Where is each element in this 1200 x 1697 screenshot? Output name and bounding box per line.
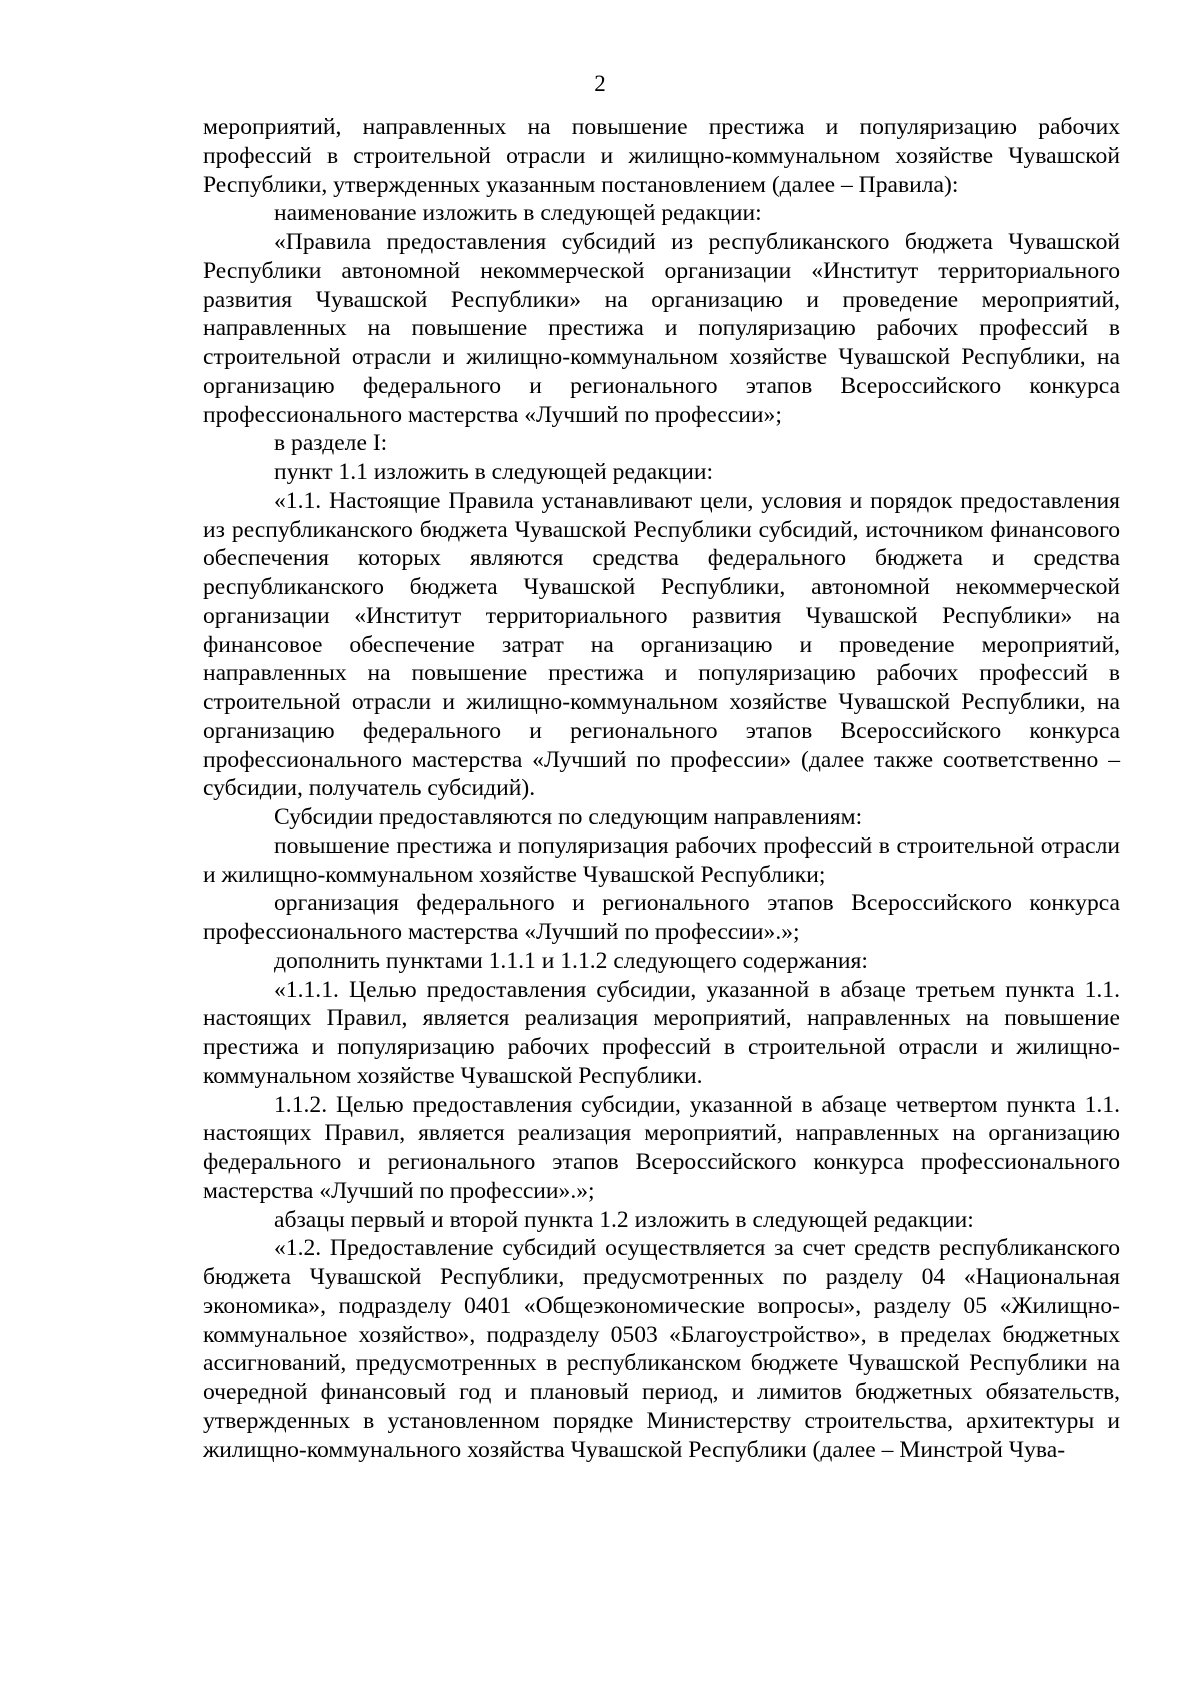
paragraph: дополнить пунктами 1.1.1 и 1.1.2 следующего содержания: (274, 947, 868, 974)
paragraph: пункт 1.1 изложить в следующей редакции: (274, 459, 713, 485)
paragraph: «1.2. Предоставление субсидий осуществляется за счет средств республиканского бюджета Чувашской Республики, предусмотренных по разделу 04 «Национальная экономика», подразделу 0401 «Общеэкономические вопросы», разделу 05 «Жилищно-коммунальное хозяйство», подразделу 0503 «Благоустройство», в пределах бюджетных ассигнований, предусмотренных в республиканском бюджете Чувашской Республики на очередной финансовый год и плановый период, и лимитов бюджетных обязательств, утвержденных в установленном порядке Министерству строительства, архитектуры и жилищно-коммунального хозяйства Чувашской Республики (далее – Минстрой Чува- (203, 1235, 1120, 1463)
paragraph: Субсидии предоставляются по следующим направлениям: (274, 804, 863, 830)
paragraph: наименование изложить в следующей редакции: (274, 200, 762, 227)
paragraph: абзацы первый и второй пункта 1.2 изложить в следующей редакции: (274, 1206, 974, 1233)
paragraph: «1.1.1. Целью предоставления субсидии, указанной в абзаце третьем пункта 1.1. настоящих Правил, является реализация мероприятий, направленных на повышение престижа и популяризацию рабочих профессий в строительной отрасли и жилищно-коммунальном хозяйстве Чувашской Республики. (203, 976, 1120, 1089)
page-number: 2 (594, 71, 606, 96)
paragraph: мероприятий, направленных на повышение престижа и популяризацию рабочих профессий в строительной отрасли и жилищно-коммунальном хозяйстве Чувашской Республики, утвержденных указанным постановлением (далее – Правила): (203, 114, 1120, 198)
paragraph: 1.1.2. Целью предоставления субсидии, указанной в абзаце четвертом пункта 1.1. настоящих Правил, является реализация мероприятий, направленных на организацию федерального и регионального этапов Всероссийского конкурса профессионального мастерства «Лучший по профессии».»; (203, 1091, 1120, 1204)
paragraph: «1.1. Настоящие Правила устанавливают цели, условия и порядок предоставления из республиканского бюджета Чувашской Республики субсидий, источником финансового обеспечения которых являются средства федерального бюджета и средства республиканского бюджета Чувашской Республики, автономной некоммерческой организации «Институт территориального развития Чувашской Республики» на финансовое обеспечение затрат на организацию и проведение мероприятий, направленных на повышение престижа и популяризацию рабочих профессий в строительной отрасли и жилищно-коммунальном хозяйстве Чувашской Республики, на организацию федерального и регионального этапов Всероссийского конкурса профессионального мастерства «Лучший по профессии» (далее также соответственно – субсидии, получатель субсидий). (203, 487, 1120, 802)
document-body (203, 113, 1120, 1464)
paragraph: организация федерального и регионального этапов Всероссийского конкурса профессионального мастерства «Лучший по профессии».»; (203, 890, 1120, 945)
paragraph: в разделе I: (274, 430, 388, 457)
paragraph: «Правила предоставления субсидий из республиканского бюджета Чувашской Республики автономной некоммерческой организации «Институт территориального развития Чувашской Республики» на организацию и проведение мероприятий, направленных на повышение престижа и популяризацию рабочих профессий в строительной отрасли и жилищно-коммунальном хозяйстве Чувашской Республики, на организацию федерального и регионального этапов Всероссийского конкурса профессионального мастерства «Лучший по профессии»; (203, 229, 1120, 428)
paragraph: повышение престижа и популяризация рабочих профессий в строительной отрасли и жилищно-коммунальном хозяйстве Чувашской Республики; (203, 832, 1120, 888)
